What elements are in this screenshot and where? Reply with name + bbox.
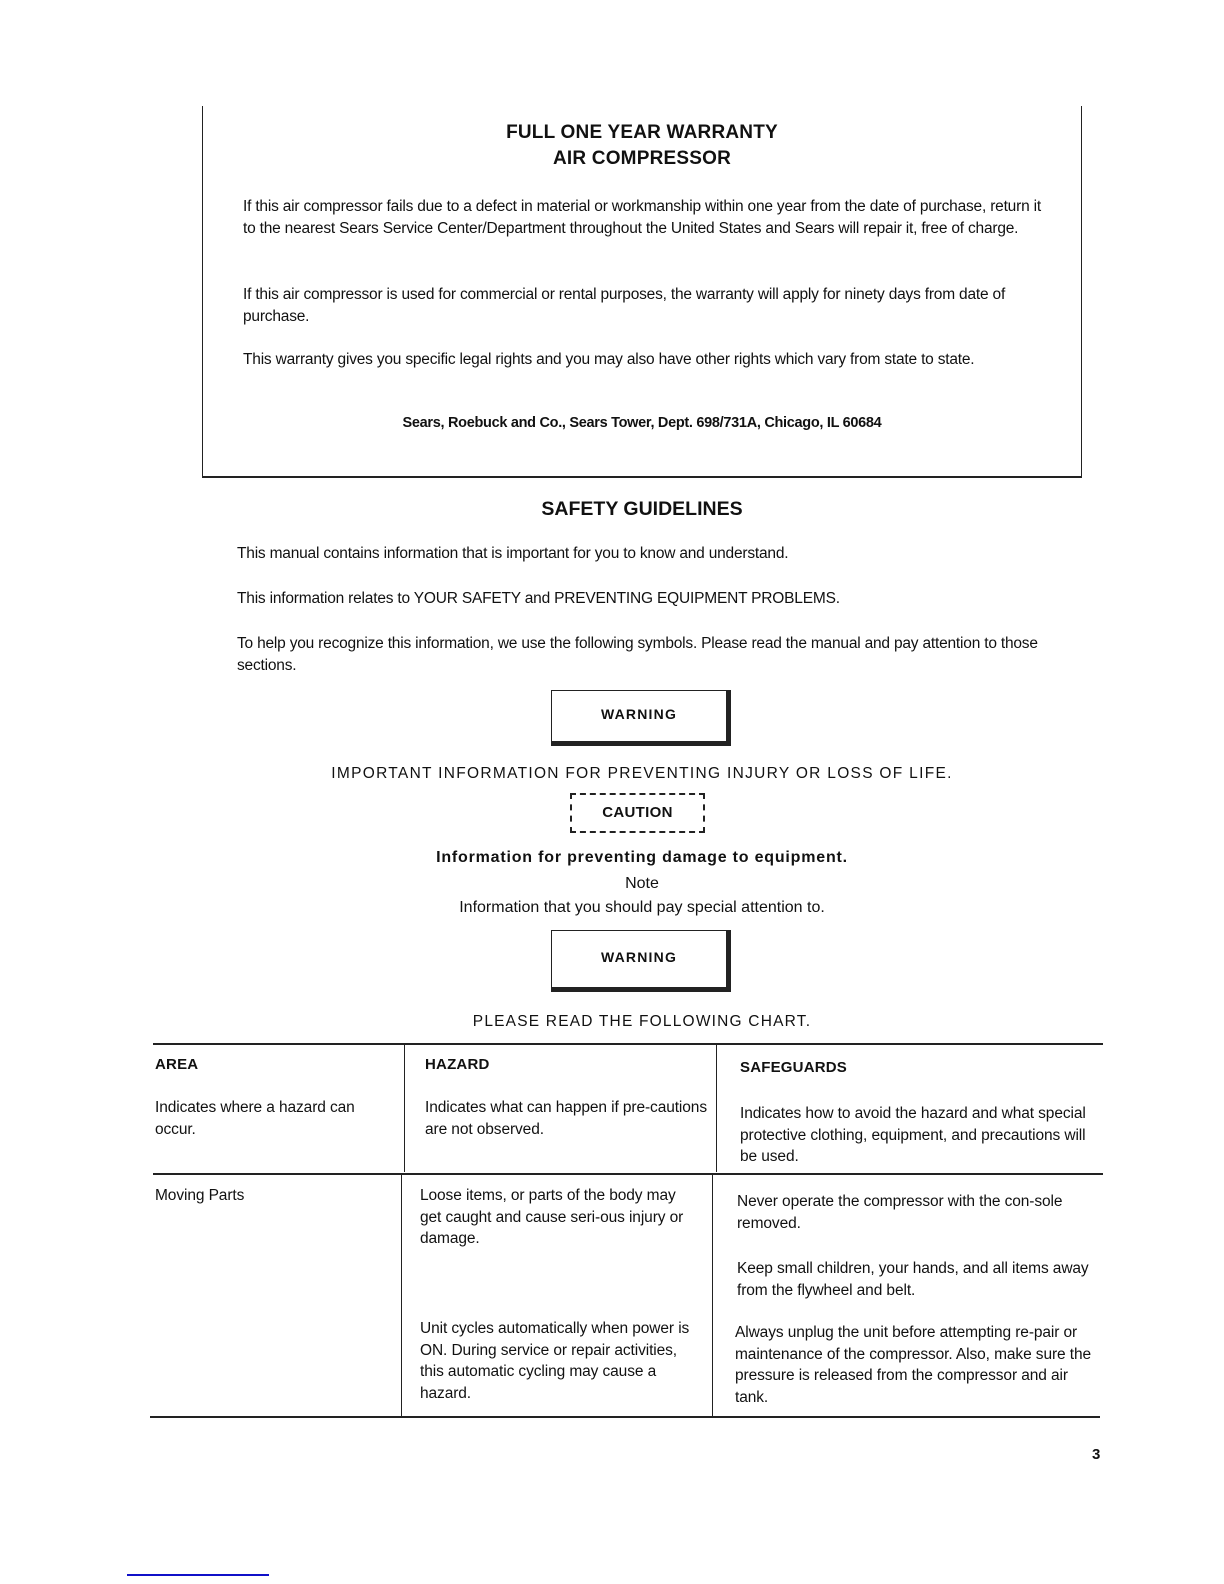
note-description: Information that you should pay special attention to. [459, 899, 825, 916]
row-hazard: Loose items, or parts of the body may get caught and cause seri-ous injury or damage. [420, 1187, 684, 1247]
row-area: Moving Parts [155, 1187, 245, 1204]
caution-symbol [570, 793, 705, 833]
note-label: Note [625, 875, 659, 892]
row-hazard: Unit cycles automatically when power is ON. During service or repair activities, this automatic cycling may cause a hazard. [420, 1320, 690, 1402]
safeguards-description: Indicates how to avoid the hazard and what special protective clothing, equipment, and precautions will be used. [740, 1105, 1086, 1165]
warranty-subtitle: AIR COMPRESSOR [552, 148, 732, 169]
column-divider [404, 1044, 405, 1172]
column-divider [401, 1174, 402, 1416]
warning-label: WARNING [600, 949, 678, 965]
warning-symbol [551, 690, 731, 746]
warranty-paragraph: If this air compressor fails due to a defect in material or workmanship within one year from the date of purchase, return it to the nearest Sears Service Center/Department throughout the United States and Sears will repair it, free of charge. [243, 198, 1041, 237]
table-header-rule [153, 1173, 1103, 1175]
hazard-description: Indicates what can happen if pre-cautions are not observed. [425, 1099, 707, 1138]
page-number: 3 [1092, 1446, 1101, 1463]
warning-description: IMPORTANT INFORMATION FOR PREVENTING INJURY OR LOSS OF LIFE. [331, 765, 953, 782]
column-divider [716, 1044, 717, 1172]
caution-description: Information for preventing damage to equipment. [436, 849, 848, 866]
chart-intro: PLEASE READ THE FOLLOWING CHART. [472, 1013, 812, 1030]
warranty-paragraph: If this air compressor is used for commercial or rental purposes, the warranty will apply for ninety days from date of purchase. [243, 286, 1006, 325]
column-divider [712, 1174, 713, 1416]
caution-label: CAUTION [602, 804, 673, 821]
warning-label: WARNING [600, 706, 678, 722]
header-hazard: HAZARD [425, 1056, 490, 1073]
warranty-address: Sears, Roebuck and Co., Sears Tower, Dept. 698/731A, Chicago, IL 60684 [402, 415, 882, 431]
safety-paragraph: This manual contains information that is important for you to know and understand. [237, 545, 789, 562]
warning-symbol-2 [551, 930, 731, 992]
row-safeguard: Keep small children, your hands, and all items away from the flywheel and belt. [737, 1260, 1089, 1299]
warranty-paragraph: This warranty gives you specific legal rights and you may also have other rights which vary from state to state. [243, 351, 975, 368]
safety-paragraph: This information relates to YOUR SAFETY and PREVENTING EQUIPMENT PROBLEMS. [237, 590, 840, 607]
header-safeguards: SAFEGUARDS [740, 1059, 848, 1076]
area-description: Indicates where a hazard can occur. [155, 1099, 355, 1138]
warranty-box [202, 106, 1082, 478]
warranty-title: FULL ONE YEAR WARRANTY [506, 122, 778, 143]
safety-title: SAFETY GUIDELINES [541, 498, 743, 520]
table-bottom-rule [150, 1416, 1100, 1418]
safety-paragraph: To help you recognize this information, we use the following symbols. Please read the manual and pay attention to those sections. [237, 635, 1038, 674]
row-safeguard: Never operate the compressor with the con-sole removed. [737, 1193, 1063, 1232]
header-area: AREA [155, 1056, 199, 1073]
link-underline [127, 1574, 269, 1576]
table-top-rule [153, 1043, 1103, 1045]
row-safeguard: Always unplug the unit before attempting re-pair or maintenance of the compressor. Also, make sure the pressure is released from the compressor and air tank. [735, 1324, 1091, 1406]
